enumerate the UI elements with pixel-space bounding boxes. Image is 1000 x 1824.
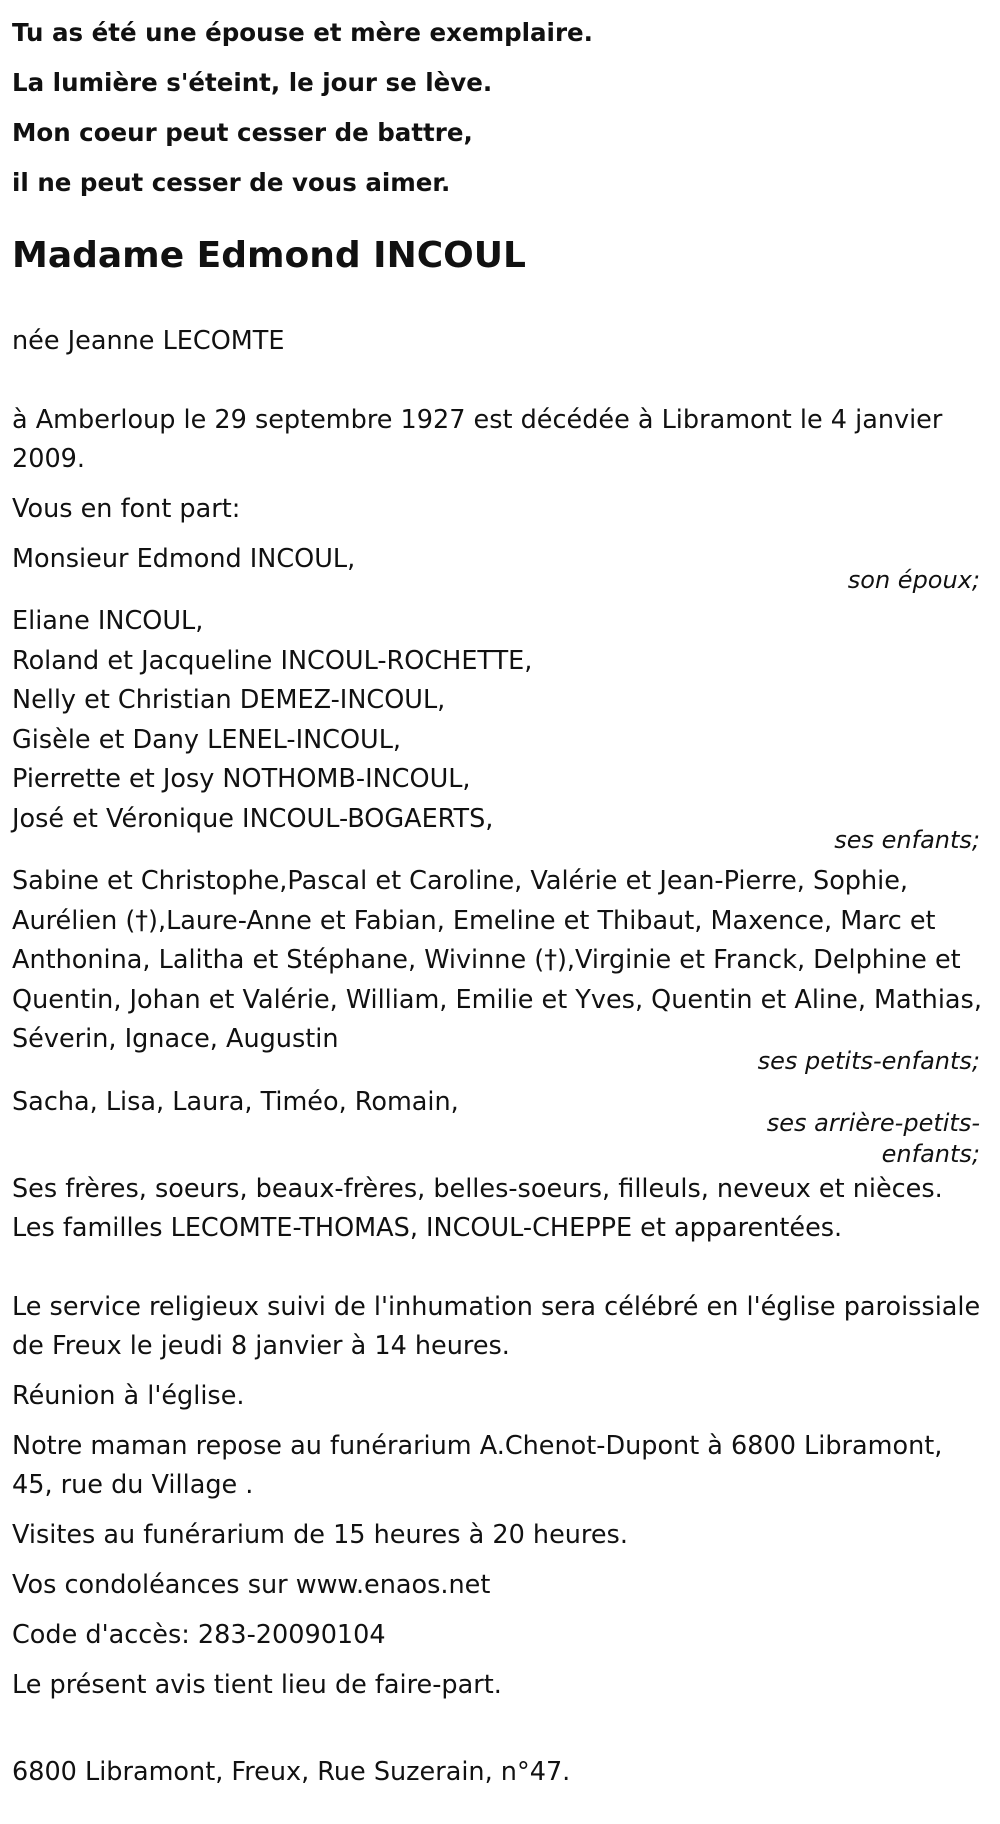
siblings-line: Ses frères, soeurs, beaux-frères, belles-soeurs, filleuls, neveux et nièces. [12, 1173, 943, 1204]
great-grandchildren-role: ses arrière-petits-enfants; [766, 1108, 980, 1168]
poem-line: il ne peut cesser de vous aimer. [12, 168, 451, 197]
visits-info: Visites au funérarium de 15 heures à 20 heures. [12, 1519, 628, 1550]
list-item: José et Véronique INCOUL-BOGAERTS, [12, 803, 494, 834]
grandchildren-list: Sabine et Christophe,Pascal et Caroline, Valérie et Jean-Pierre, Sophie, Aurélien (†),Laure-Anne et Fabian, Emeline et Thibaut, Maxence, Marc et Anthonina, Lalitha et Stéphane, Wivinne (†),Virginie et Franck, Delphine et Quentin, Johan et Valérie, William, Emilie et Yves, Quentin et Aline, Mathias, Séverin, Ignace, Augustin [12, 866, 982, 1054]
grandchildren-role: ses petits-enfants; [757, 1046, 980, 1075]
poem-line: Tu as été une épouse et mère exemplaire. [12, 18, 593, 47]
list-item: Nelly et Christian DEMEZ-INCOUL, [12, 685, 446, 715]
poem [12, 0, 988, 208]
meeting-info: Réunion à l'église. [12, 1380, 245, 1411]
list-item: Pierrette et Josy NOTHOMB-INCOUL, [12, 764, 471, 794]
address-line: 6800 Libramont, Freux, Rue Suzerain, n°47. [12, 1756, 571, 1787]
children-role: ses enfants; [834, 826, 980, 854]
families-line: Les familles LECOMTE-THOMAS, INCOUL-CHEPPE et apparentées. [12, 1212, 843, 1243]
list-item: Eliane INCOUL, [12, 606, 204, 636]
spouse-role: son époux; [847, 566, 980, 594]
spouse-name: Monsieur Edmond INCOUL, [12, 544, 356, 574]
service-info: Le service religieux suivi de l'inhumation sera célébré en l'église paroissiale de Freux le jeudi 8 janvier à 14 heures. [12, 1291, 981, 1361]
maiden-name: née Jeanne LECOMTE [12, 326, 285, 356]
children-list [12, 602, 988, 839]
access-code: Code d'accès: 283-20090104 [12, 1619, 386, 1650]
list-item: Roland et Jacqueline INCOUL-ROCHETTE, [12, 645, 533, 676]
announce-label: Vous en font part: [12, 494, 241, 524]
deceased-name: Madame Edmond INCOUL [12, 235, 526, 276]
birth-death-statement: à Amberloup le 29 septembre 1927 est décédée à Libramont le 4 janvier 2009. [12, 405, 943, 474]
condolences-info: Vos condoléances sur www.enaos.net [12, 1569, 491, 1600]
poem-line: La lumière s'éteint, le jour se lève. [12, 68, 493, 97]
funeral-home-info: Notre maman repose au funérarium A.Chenot-Dupont à 6800 Libramont, 45, rue du Village . [12, 1430, 943, 1500]
notice-line: Le présent avis tient lieu de faire-part. [12, 1669, 502, 1700]
list-item: Gisèle et Dany LENEL-INCOUL, [12, 724, 402, 755]
great-grandchildren-list: Sacha, Lisa, Laura, Timéo, Romain, [12, 1086, 459, 1117]
poem-line: Mon coeur peut cesser de battre, [12, 118, 473, 147]
